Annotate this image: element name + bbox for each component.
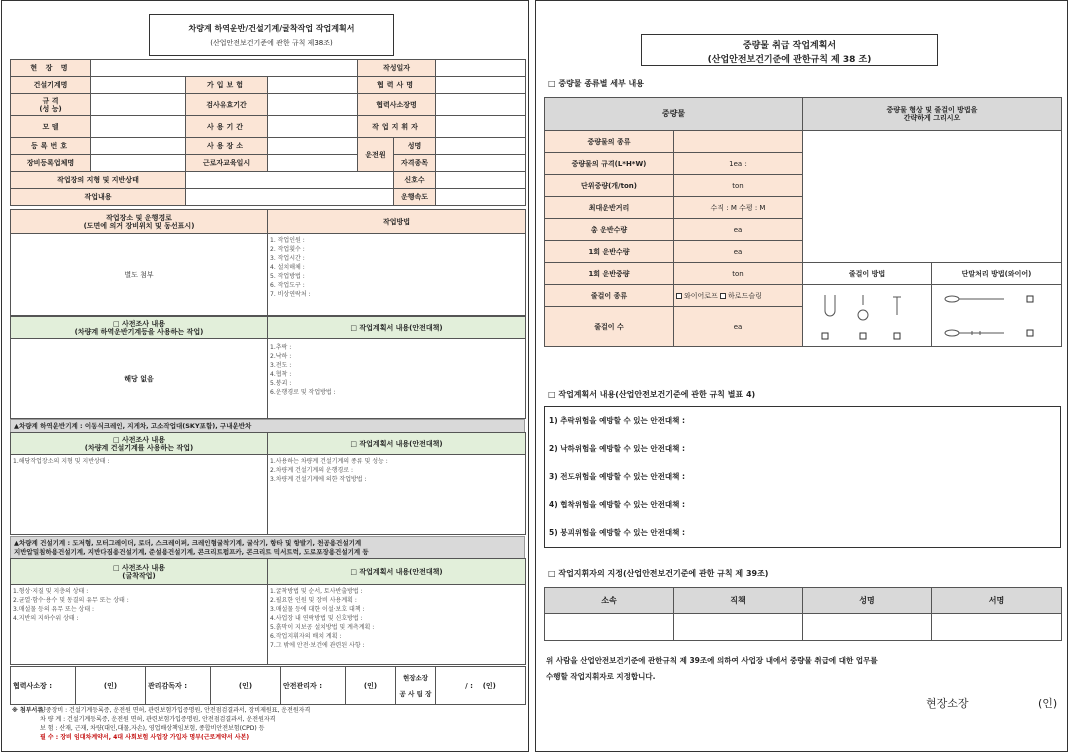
label-owner: 장비등록업체명 [11, 155, 91, 172]
sec1-item: 1.추락 : [270, 344, 292, 351]
left-title: 차량계 하역운반/건설기계/굴착작업 작업계획서 [188, 24, 355, 33]
info-table [10, 59, 526, 206]
label-regno: 등록번호 [11, 138, 91, 155]
plan-item[interactable]: 4) 협착위험을 예방할 수 있는 안전대책 : [549, 500, 685, 509]
cargo-row-value[interactable]: ea [674, 219, 803, 241]
head-cargo: 중량물 [545, 98, 803, 131]
plan-item[interactable]: 2) 낙하위험을 예방할 수 있는 안전대책 : [549, 444, 685, 453]
plan-box [544, 406, 1061, 548]
assign-position-field[interactable] [674, 614, 803, 641]
method-item: 6. 작업도구 : [270, 282, 305, 289]
partner-rep-field[interactable] [436, 94, 526, 116]
route-header: 작업장소 및 운행경로 (도면에 의거 장비위치 및 동선표시) [11, 210, 268, 234]
sec3-left-item: 1.형상·지질 및 지층의 상태 : [13, 588, 89, 595]
cargo-row-value[interactable]: 1ea : [674, 153, 803, 175]
method-item: 2. 작업횟수 : [270, 246, 305, 253]
plan-item[interactable]: 1) 추락위험을 예방할 수 있는 안전대책 : [549, 416, 685, 425]
label-model: 모 델 [11, 116, 91, 138]
cargo-row-label: 최대운반거리 [545, 197, 674, 219]
u-sling-icon [825, 295, 835, 316]
sec3-left-item: 2.균열·함수·용수 및 동결의 유무 또는 상태 : [13, 597, 129, 604]
sec2-left-header: □ 사전조사 내용 (차량계 건설기계를 사용하는 작업) [11, 433, 268, 455]
label-edu: 근로자교육일시 [186, 155, 268, 172]
left-subtitle: (산업안전보건기준에 관한 규칙 제38조) [210, 39, 333, 47]
sling-method-header: 줄걸이 방법 [803, 263, 932, 285]
cargo-table [544, 97, 1062, 347]
label-machine: 건설기계명 [11, 77, 91, 94]
terrain-field[interactable] [186, 172, 394, 189]
method-item: 4. 설치해체 : [270, 264, 305, 271]
license-field[interactable] [436, 155, 526, 172]
sec3-left-item: 4.지반의 지하수위 상태 : [13, 615, 79, 622]
label-period: 사용기간 [186, 116, 268, 138]
sign-partner-label: 협력사소장 : [11, 667, 76, 705]
cargo-row-label: 중량물의 종류 [545, 131, 674, 153]
sec3-right-item: 6.작업지휘자의 배치 계획 : [270, 633, 342, 640]
label-date: 작성일자 [358, 60, 436, 77]
assign-header: 소속 [545, 588, 674, 614]
assign-name-field[interactable] [803, 614, 932, 641]
plan-item[interactable]: 3) 전도위험을 예방할 수 있는 안전대책 : [549, 472, 685, 481]
machine-field[interactable] [91, 77, 186, 94]
cargo-row-label: 줄걸이 종류 [545, 285, 674, 307]
method-header: 작업방법 [268, 210, 526, 234]
assign-header: 성명 [803, 588, 932, 614]
cargo-row-value[interactable]: ea [674, 241, 803, 263]
sec2-right-item: 2.차량계 건설기계의 운행경로 : [270, 467, 354, 474]
left-page [1, 0, 529, 752]
sign-site-mgr-label: 현장소장 [402, 673, 429, 682]
attach-item: 차 량 계 : 건설기계등록증, 운전원 면허, 관련보험가입증명원, 안전점검결과서, 운전원자격 [40, 716, 276, 723]
attach-item: 양중장비 : 건설기계등록증, 운전원 면허, 관련보험가입증명원, 안전점검결과서, 장비제원표, 운전원자격 [40, 707, 311, 714]
work-field[interactable] [186, 189, 394, 206]
right-title: 중량물 취급 작업계획서 [742, 41, 837, 51]
attach-label: ※ 첨부서류 [12, 707, 44, 714]
method-list [270, 236, 523, 299]
section2-table [10, 432, 526, 535]
cargo-row-value[interactable]: ton [674, 263, 803, 285]
label-license: 자격종목 [394, 155, 436, 172]
cargo-row-label: 단위중량(개/ton) [545, 175, 674, 197]
sec3-left-item: 3.매설물 등의 유무 또는 상태 : [13, 606, 95, 613]
sling-method-icons[interactable] [803, 285, 932, 347]
label-name: 성명 [394, 138, 436, 155]
assign-affiliation-field[interactable] [545, 614, 674, 641]
detail-section-title: □ 중량물 종류별 세부 내용 [548, 79, 644, 88]
label-place: 사용장소 [186, 138, 268, 155]
sign-date-mark: / : [465, 681, 473, 690]
right-site-mgr: 현장소장 [926, 697, 969, 710]
attach-list [40, 706, 525, 742]
sec3-right-item: 4.사업장 내 연락방법 및 신호방법 : [270, 615, 363, 622]
sec2-right-header: □ 작업계획서 내용(안전대책) [268, 433, 526, 455]
edu-field[interactable] [268, 155, 358, 172]
checkbox-icon [676, 293, 682, 299]
band-loading-machines: ▲차량계 하역운반기계 : 이동식크레인, 지게차, 고소작업대(SKY포함), 구내운반차 [10, 419, 525, 434]
label-supervisor: 작업지휘자 [358, 116, 436, 138]
regno-field[interactable] [91, 138, 186, 155]
sec2-right-item: 1.사용하는 차량계 건설기계의 종류 및 성능 : [270, 458, 388, 465]
end-method-header: 단말처리 방법(와이어) [932, 263, 1062, 285]
attach-item: 필 수 : 장비 임대차계약서, 4대 사회보험 사업장 가입자 명부(근로계약서 사본) [40, 734, 250, 741]
cargo-row-value[interactable]: 수직 : M 수평 : M [674, 197, 803, 219]
assign-section-title: □ 작업지휘자의 지정(산업안전보건기준에 관한 규칙 제 39조) [548, 569, 769, 578]
shape-drawing-area[interactable] [803, 131, 1062, 263]
period-field[interactable] [268, 116, 358, 138]
partner-field[interactable] [436, 77, 526, 94]
sec3-left-list [13, 587, 265, 623]
sec3-left-header: □ 사전조사 내용 (굴착작업) [11, 559, 268, 585]
cargo-row-value[interactable] [674, 131, 803, 153]
eye-sling-icon [858, 295, 868, 320]
plan-section-title: □ 작업계획서 내용(산업안전보건기준에 관한 규칙 별표 4) [548, 390, 756, 399]
statement: 위 사람을 산업안전보건기준에 관한규칙 제 39조에 의하여 사업장 내에서 중량물 취급에 대한 업무를 수행할 작업지휘자로 지정합니다. [546, 656, 878, 681]
cargo-row [545, 263, 1062, 285]
label-insurance: 가입보험 [186, 77, 268, 94]
cargo-row-label: 중량물의 규격(L*H*W) [545, 153, 674, 175]
label-terrain: 작업장의 지형 및 지반상태 [11, 172, 186, 189]
sec3-right-item: 5.흙막이 지보공 설치방법 및 계측계획 : [270, 624, 375, 631]
section3-table [10, 558, 526, 665]
sec1-list [270, 343, 523, 397]
right-title-box [641, 34, 938, 66]
sec1-item: 3.전도 : [270, 362, 292, 369]
right-subtitle: (산업안전보건기준에 관한규칙 제 38 조) [707, 55, 872, 65]
method-item: 7. 비상연락처 : [270, 291, 311, 298]
sign-pm-label: 관리감독자 : [146, 667, 211, 705]
sec1-left-header: □ 사전조사 내용 (차량계 하역운반기계등을 사용하는 작업) [11, 317, 268, 339]
label-site: 현 장 명 [11, 60, 91, 77]
sec3-right-item: 1.굴착방법 및 순서, 토사반출방법 : [270, 588, 363, 595]
sec2-left-list [13, 457, 265, 466]
cargo-row-value[interactable]: ea [674, 307, 803, 347]
attachments [10, 706, 525, 742]
operator-name-field[interactable] [436, 138, 526, 155]
sign-partner-seal[interactable]: (인) [76, 667, 146, 705]
cargo-row-value[interactable]: ton [674, 175, 803, 197]
plan-item[interactable]: 5) 붕괴위험을 예방할 수 있는 안전대책 : [549, 528, 685, 537]
speed-field[interactable] [436, 189, 526, 206]
sec1-body: 해당 없음 [11, 339, 268, 419]
sling-type-options[interactable]: 와이어로프 하로드슬링 [674, 285, 803, 307]
cargo-row-label: 1회 운반수량 [545, 241, 674, 263]
sec3-right-list [270, 587, 523, 650]
signal-field[interactable] [436, 172, 526, 189]
sign-pm-seal[interactable]: (인) [211, 667, 281, 705]
supervisor-field[interactable] [436, 116, 526, 138]
assign-header: 직책 [674, 588, 803, 614]
sec1-item: 2.낙하 : [270, 353, 292, 360]
model-field[interactable] [91, 116, 186, 138]
insurance-field[interactable] [268, 77, 358, 94]
band-construction-machines: ▲차량계 건설기계 : 도저형, 모터그레이더, 로더, 스크레이퍼, 크레인형굴착기계, 굴삭기, 항타 및 항발기, 천공용건설기계 지반압밀침하용건설기계, 지반다짐용건설기계, 준설용건설기계, 콘크리트펌프카, 콘크리트 믹서트럭, 도로포장용건설기계 등 [10, 536, 525, 560]
label-work: 작업내용 [11, 189, 186, 206]
label-operator: 운전원 [358, 138, 394, 172]
method-item: 1. 작업인원 : [270, 237, 305, 244]
owner-field[interactable] [91, 155, 186, 172]
straight-sling-icon [893, 297, 901, 315]
assign-header: 서명 [932, 588, 1062, 614]
cargo-row [545, 285, 1062, 307]
sec3-right-item: 7.그 밖에 안전·보건에 관련된 사항 : [270, 642, 365, 649]
sign-safety-seal[interactable]: (인) [346, 667, 396, 705]
end-method-icons[interactable] [932, 285, 1062, 347]
sign-gm-label: 공 사 팀 장 [399, 689, 432, 698]
place-field[interactable] [268, 138, 358, 155]
label-partner: 협력사명 [358, 77, 436, 94]
section1-table [10, 316, 526, 419]
route-table [10, 209, 526, 316]
sec1-right-header: □ 작업계획서 내용(안전대책) [268, 317, 526, 339]
right-seal[interactable]: (인) [1038, 697, 1058, 710]
method-item: 3. 작업시간 : [270, 255, 305, 262]
attach-item: 보 험 : 산재, 근재, 차량(대인,대물,자손), 영업배상책임보험, 종합비안전보험(CPD) 등 [40, 725, 265, 732]
signature-table [10, 666, 526, 705]
right-page [535, 0, 1068, 752]
spec-field[interactable] [91, 94, 186, 116]
sec1-item: 6.운행경로 및 작업방법 : [270, 389, 336, 396]
sign-safety-label: 안전관리자 : [281, 667, 346, 705]
sec3-right-item: 2.필요한 인원 및 장비 사용계획 : [270, 597, 357, 604]
route-body[interactable]: 별도 첨부 [11, 234, 268, 316]
assign-table [544, 587, 1062, 641]
left-title-box [149, 14, 394, 56]
cargo-row-label: 줄걸이 수 [545, 307, 674, 347]
label-partner-rep: 협력사소장명 [358, 94, 436, 116]
cargo-row-label: 1회 운반중량 [545, 263, 674, 285]
label-speed: 운행속도 [394, 189, 436, 206]
method-item: 5. 작업방법 : [270, 273, 305, 280]
inspect-field[interactable] [268, 94, 358, 116]
sec2-right-list [270, 457, 523, 484]
cargo-row [545, 131, 1062, 153]
date-field[interactable] [436, 60, 526, 77]
sec1-item: 4.협착 : [270, 371, 292, 378]
site-field[interactable] [91, 60, 358, 77]
assign-sign-field[interactable] [932, 614, 1062, 641]
sec3-right-item: 3.매설물 등에 대한 이설·보호 대책 : [270, 606, 365, 613]
checkbox-icon [720, 293, 726, 299]
label-signal: 신호수 [394, 172, 436, 189]
sec2-right-item: 3.차량계 건설기계에 의한 작업방법 : [270, 476, 367, 483]
sign-mgr-seal[interactable]: (인) [482, 681, 496, 690]
label-inspect: 검사유효기간 [186, 94, 268, 116]
sec2-left-item: 1.해당작업장소의 지형 및 지반상태 : [13, 458, 110, 465]
sec3-right-header: □ 작업계획서 내용(안전대책) [268, 559, 526, 585]
label-spec: 규 격 (성 능) [11, 94, 91, 116]
sec1-item: 5.붕괴 : [270, 380, 292, 387]
head-shape: 중량물 형상 및 줄걸이 방법을 간략하게 그리시오 [803, 98, 1062, 131]
cargo-row-label: 총 운반수량 [545, 219, 674, 241]
